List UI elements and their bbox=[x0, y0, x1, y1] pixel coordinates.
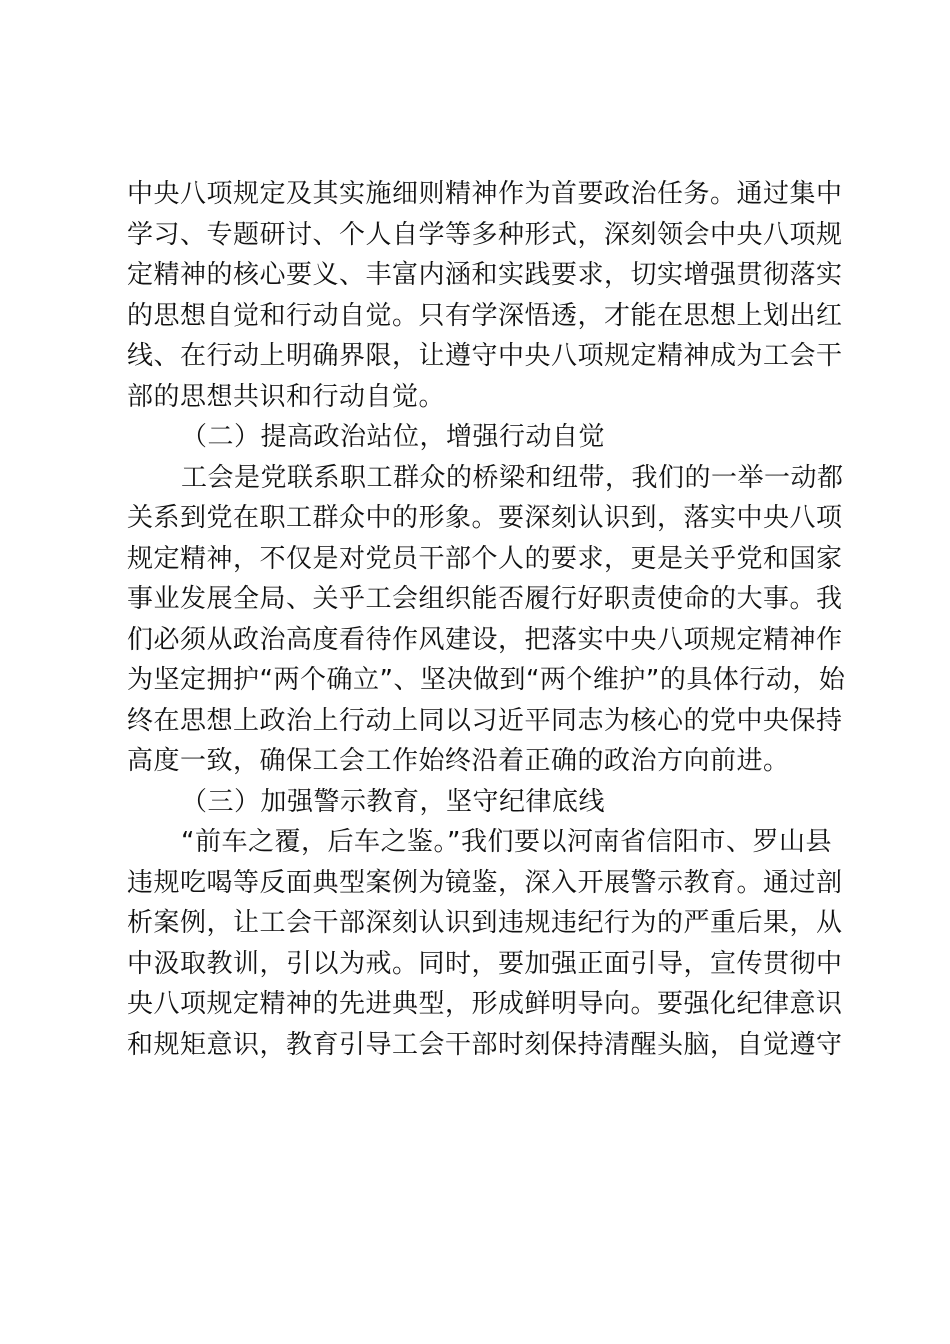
paragraph-line: 中汲取教训，引以为戒。同时，要加强正面引导，宣传贯彻中 bbox=[127, 948, 843, 979]
paragraph-line: 线、在行动上明确界限，让遵守中央八项规定精神成为工会干 bbox=[127, 341, 843, 371]
paragraph-line: 事业发展全局、关乎工会组织能否履行好职责使命的大事。我 bbox=[127, 584, 843, 614]
paragraph-line: 关系到党在职工群众中的形象。要深刻认识到，落实中央八项 bbox=[127, 503, 843, 533]
paragraph-line: 析案例，让工会干部深刻认识到违规违纪行为的严重后果，从 bbox=[127, 908, 843, 938]
paragraph-line: 和规矩意识，教育引导工会干部时刻保持清醒头脑，自觉遵守 bbox=[127, 1029, 843, 1060]
paragraph-line: 中央八项规定及其实施细则精神作为首要政治任务。通过集中 bbox=[127, 179, 843, 209]
section-heading: （三）加强警示教育，坚守纪律底线 bbox=[181, 786, 606, 817]
paragraph-line: 终在思想上政治上行动上同以习近平同志为核心的党中央保持 bbox=[127, 705, 843, 736]
paragraph-line: 规定精神，不仅是对党员干部个人的要求，更是关乎党和国家 bbox=[127, 543, 843, 574]
paragraph-line: 工会是党联系职工群众的桥梁和纽带，我们的一举一动都 bbox=[181, 462, 844, 493]
paragraph-line: 们必须从政治高度看待作风建设，把落实中央八项规定精神作 bbox=[127, 624, 843, 655]
section-heading: （二）提高政治站位，增强行动自觉 bbox=[181, 422, 606, 452]
document-body bbox=[127, 174, 846, 1065]
paragraph-line: 定精神的核心要义、丰富内涵和实践要求，切实增强贯彻落实 bbox=[127, 260, 843, 290]
paragraph-line: 学习、专题研讨、个人自学等多种形式，深刻领会中央八项规 bbox=[127, 219, 843, 250]
paragraph-line: 高度一致，确保工会工作始终沿着正确的政治方向前进。 bbox=[127, 746, 790, 776]
paragraph-line: “前车之覆，后车之鉴。”我们要以河南省信阳市、罗山县 bbox=[181, 827, 832, 857]
paragraph-line: 为坚定拥护“两个确立”、坚决做到“两个维护”的具体行动，始 bbox=[127, 665, 846, 695]
paragraph-line: 的思想自觉和行动自觉。只有学深悟透，才能在思想上划出红 bbox=[127, 300, 843, 331]
paragraph-line: 部的思想共识和行动自觉。 bbox=[127, 381, 446, 412]
paragraph-line: 央八项规定精神的先进典型，形成鲜明导向。要强化纪律意识 bbox=[127, 989, 843, 1019]
paragraph-line: 违规吃喝等反面典型案例为镜鉴，深入开展警示教育。通过剖 bbox=[127, 867, 843, 898]
